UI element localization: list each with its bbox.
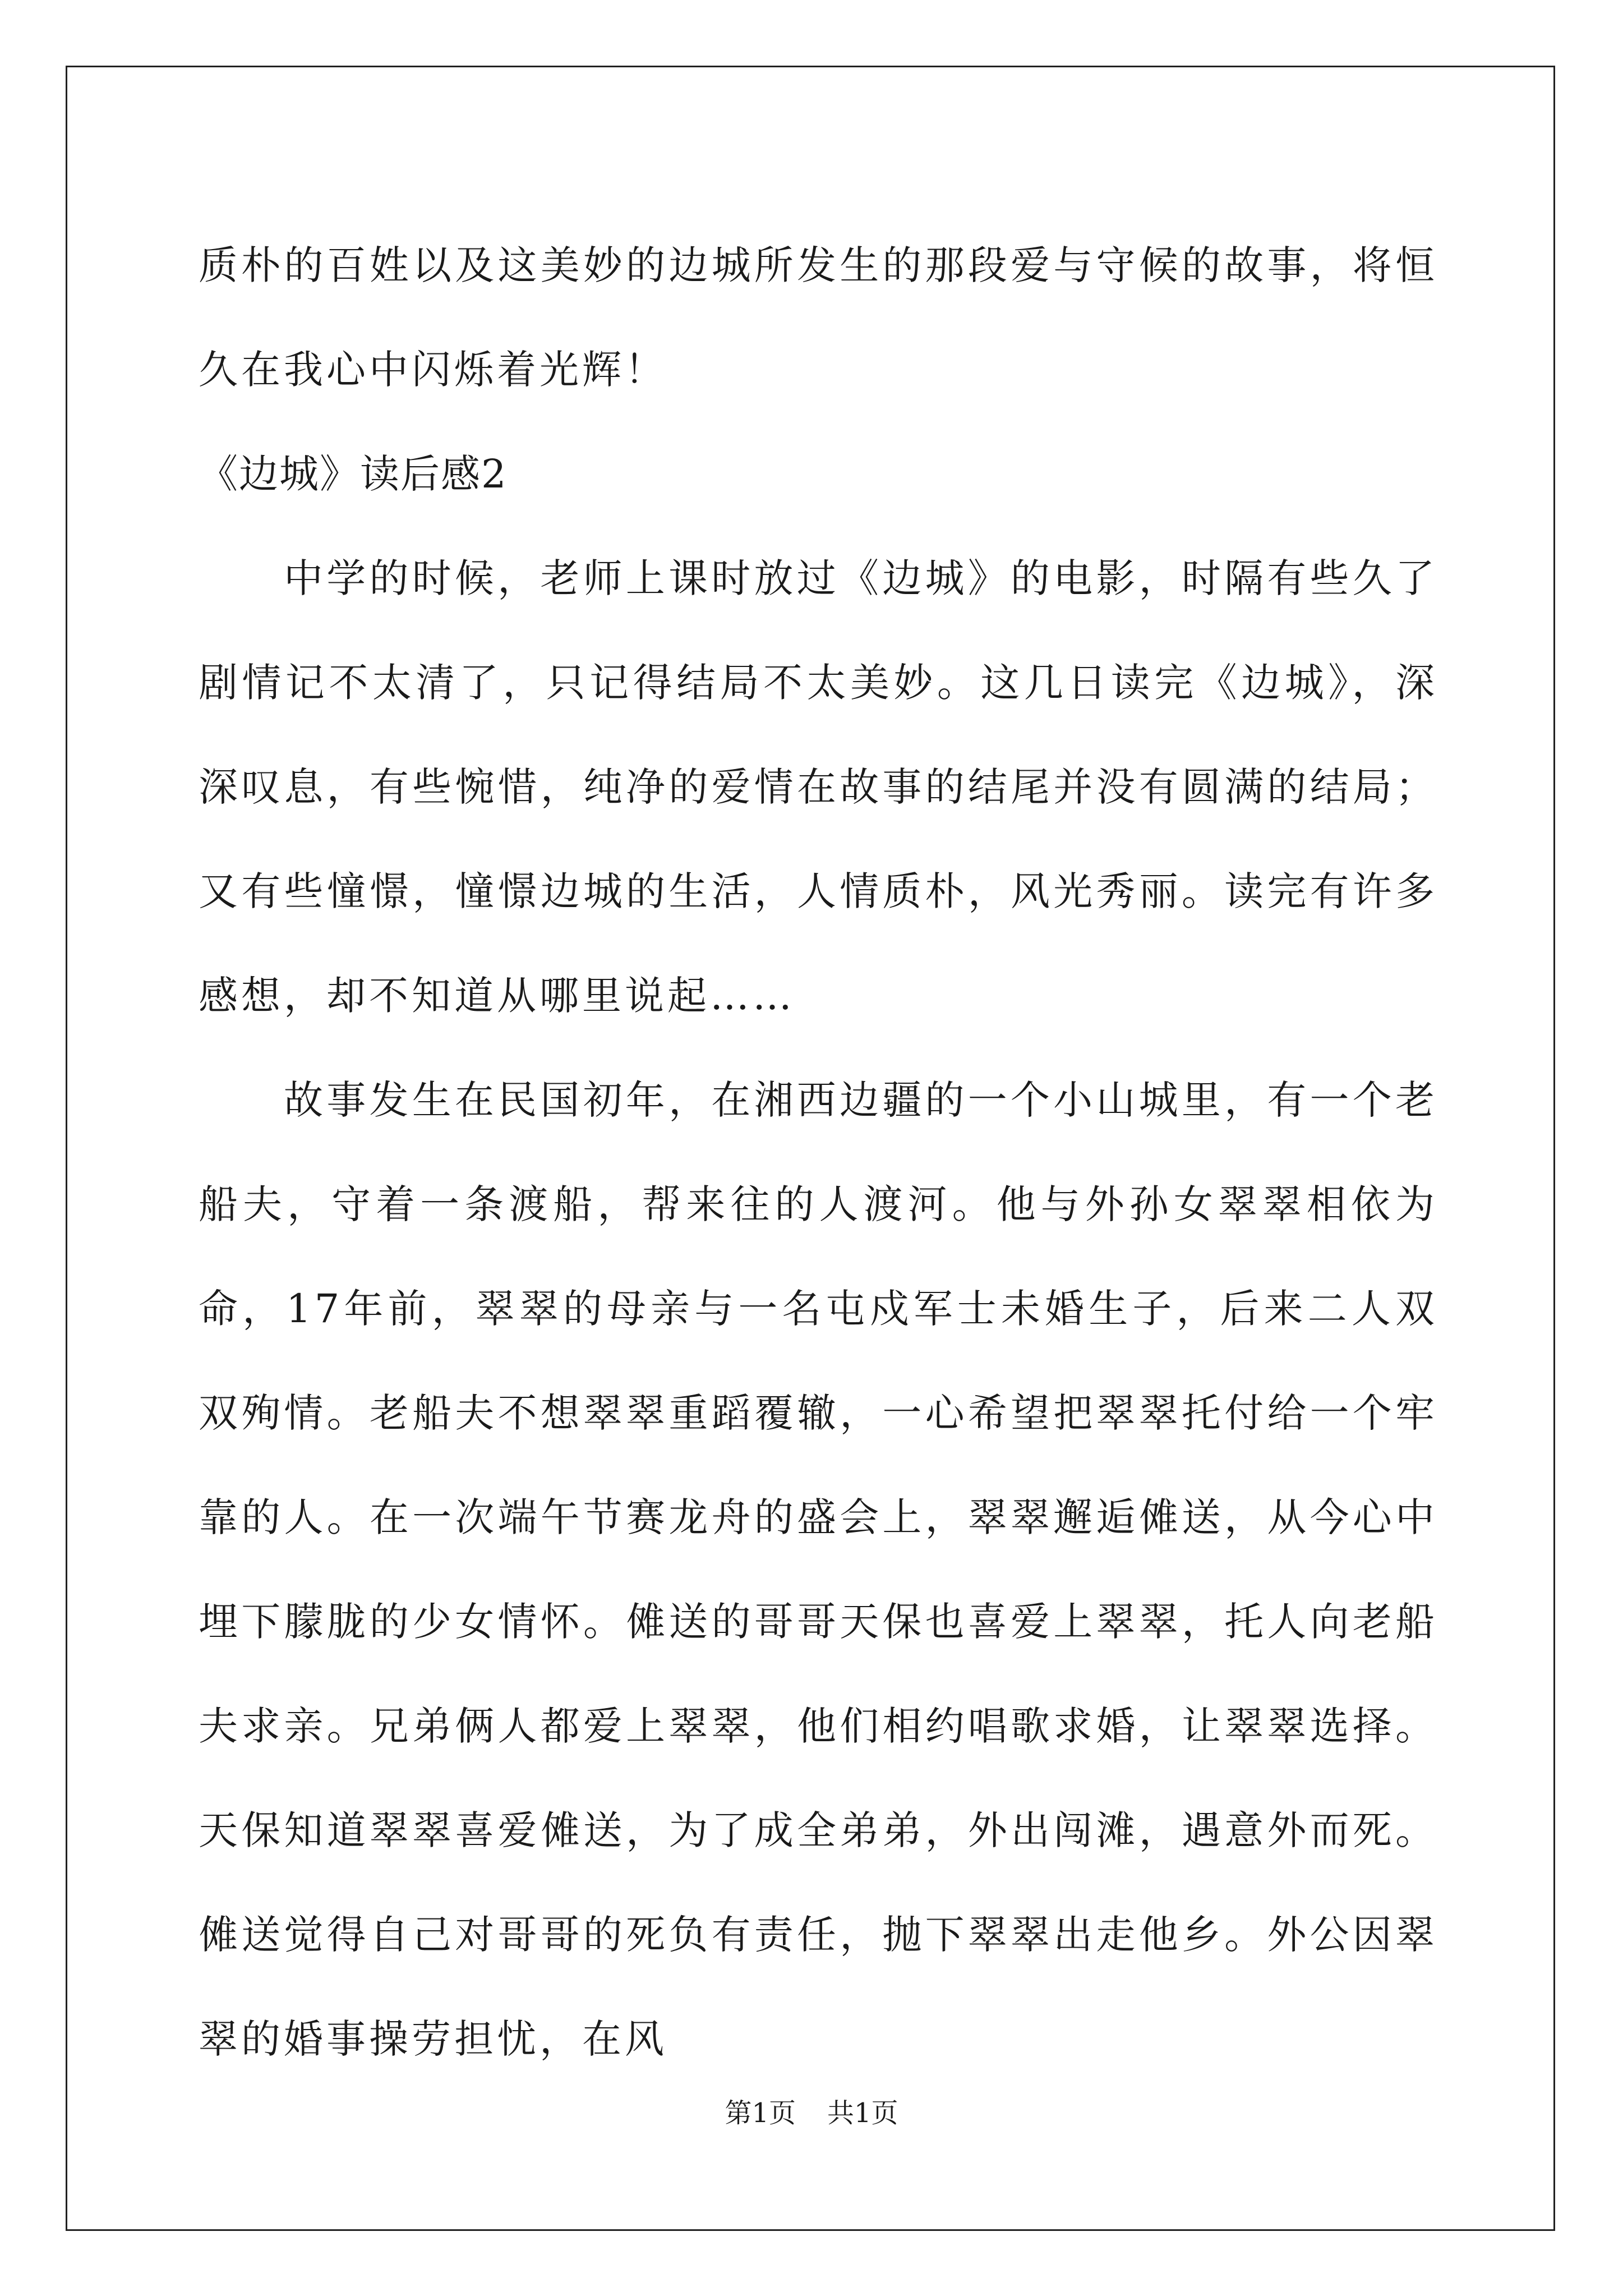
body-paragraph: 故事发生在民国初年，在湘西边疆的一个小山城里，有一个老船夫，守着一条渡船，帮来往的人渡河。他与外孙女翠翠相依为命，17年前，翠翠的母亲与一名屯戍军士未婚生子，后来二人双双殉情。老船夫不想翠翠重蹈覆辙，一心希望把翠翠托付给一个牢靠的人。在一次端午节赛龙舟的盛会上，翠翠邂逅傩送，从今心中埋下朦胧的少女情怀。傩送的哥哥天保也喜爱上翠翠，托人向老船夫求亲。兄弟俩人都爱上翠翠，他们相约唱歌求婚，让翠翠选择。天保知道翠翠喜爱傩送，为了成全弟弟，外出闯滩，遇意外而死。傩送觉得自己对哥哥的死负有责任，抛下翠翠出走他乡。外公因翠翠的婚事操劳担忧，在风: [199, 1077, 1438, 2062]
page-total: 共1页: [827, 2097, 898, 2129]
continuation-paragraph: 质朴的百姓以及这美妙的边城所发生的那段爱与守候的故事，将恒久在我心中闪烁着光辉！: [199, 242, 1438, 393]
section-heading: 《边城》读后感2: [199, 451, 508, 497]
page-number: 第1页: [725, 2097, 796, 2129]
body-paragraph: 中学的时候，老师上课时放过《边城》的电影，时隔有些久了剧情记不太清了，只记得结局不太美妙。这几日读完《边城》，深深叹息，有些惋惜，纯净的爱情在故事的结尾并没有圆满的结局；又有些憧憬，憧憬边城的生活，人情质朴，风光秀丽。读完有许多感想，却不知道从哪里说起……: [199, 555, 1438, 1019]
page-footer: [0, 2091, 1623, 2130]
document-body: [199, 213, 1438, 2091]
